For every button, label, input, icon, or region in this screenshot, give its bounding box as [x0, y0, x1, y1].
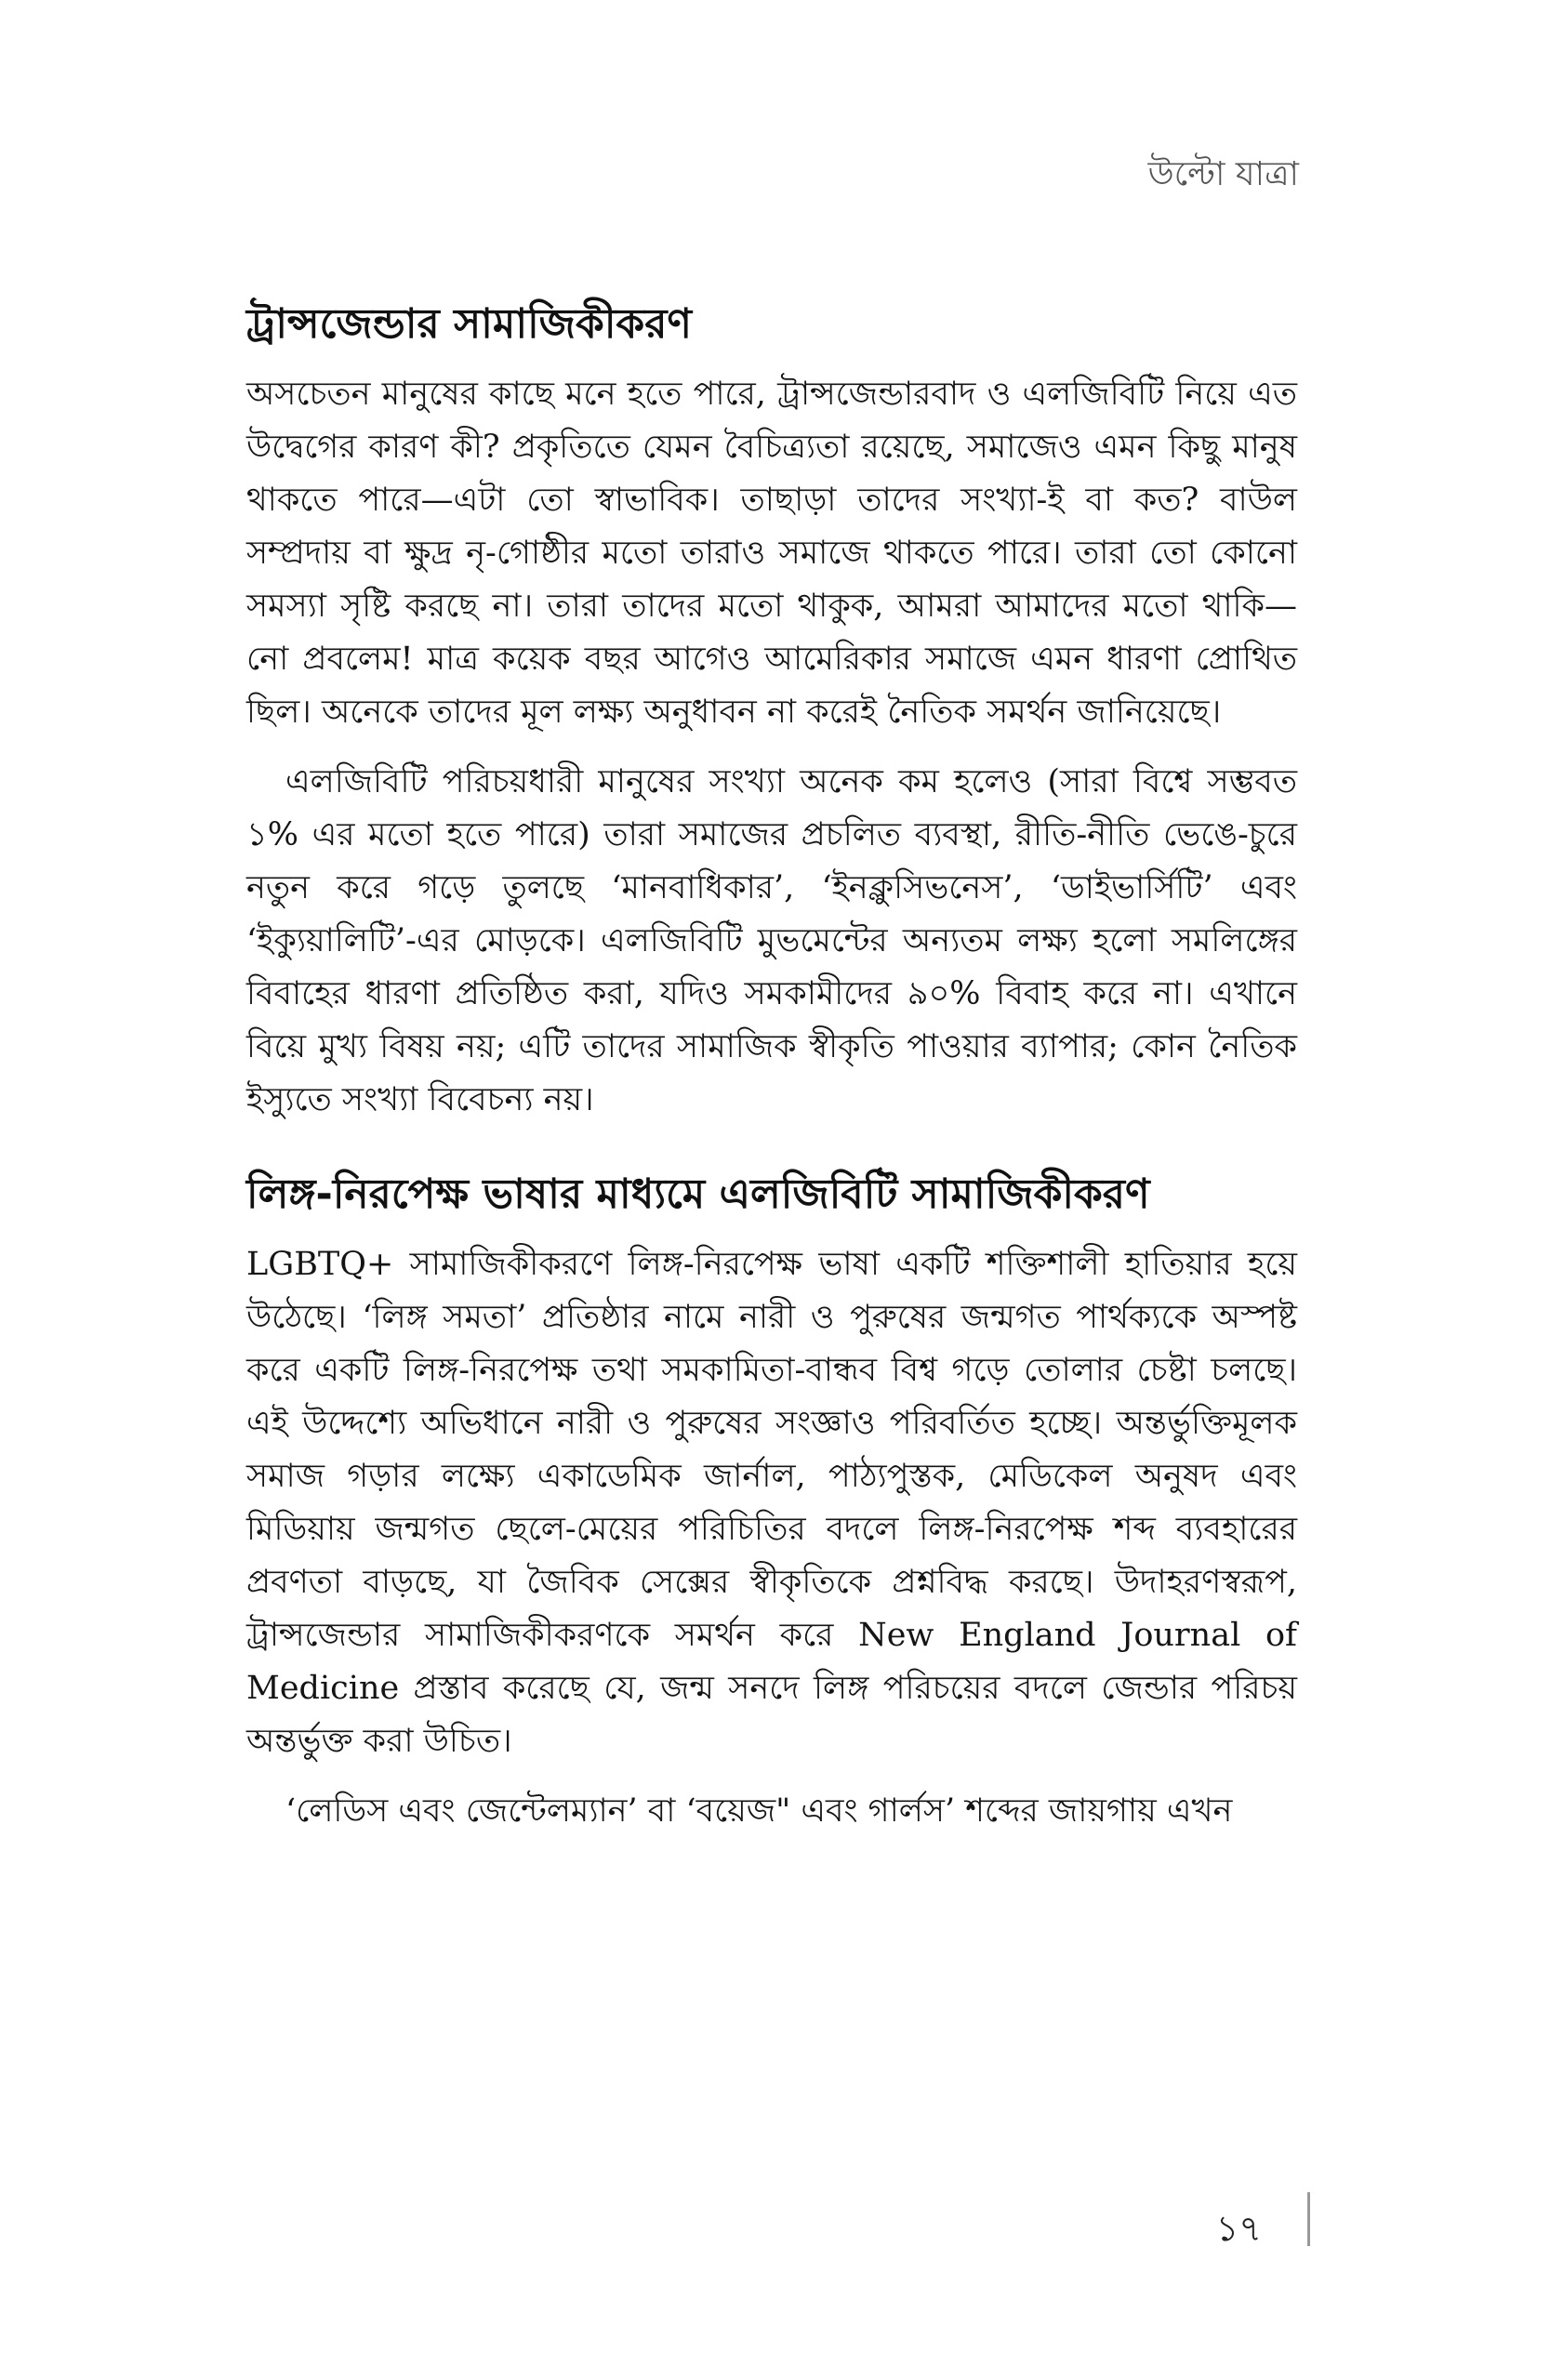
page-number: ১৭: [1215, 2208, 1262, 2249]
page-body: [246, 298, 1297, 1838]
section-heading-transgender-socialization: ট্রান্সজেন্ডার সামাজিকীকরণ: [246, 300, 693, 348]
body-paragraph: LGBTQ+ সামাজিকীকরণে লিঙ্গ-নিরপেক্ষ ভাষা একটি শক্তিশালী হাতিয়ার হয়ে উঠেছে। ‘লিঙ্গ সমতা’ প্রতিষ্ঠার নামে নারী ও পুরুষের জন্মগত পার্থক্যকে অস্পষ্ট করে একটি লিঙ্গ-নিরপেক্ষ তথা সমকামিতা-বান্ধব বিশ্ব গড়ে তোলার চেষ্টা চলছে। এই উদ্দেশ্যে অভিধানে নারী ও পুরুষের সংজ্ঞাও পরিবর্তিত হচ্ছে। অন্তর্ভুক্তিমূলক সমাজ গড়ার লক্ষ্যে একাডেমিক জার্নাল, পাঠ্যপুস্তক, মেডিকেল অনুষদ এবং মিডিয়ায় জন্মগত ছেলে-মেয়ের পরিচিতির বদলে লিঙ্গ-নিরপেক্ষ শব্দ ব্যবহারের প্রবণতা বাড়ছে, যা জৈবিক সেক্সের স্বীকৃতিকে প্রশ্নবিদ্ধ করছে। উদাহরণস্বরূপ, ট্রান্সজেন্ডার সামাজিকীকরণকে সমর্থন করে New England Journal of Medicine প্রস্তাব করেছে যে, জন্ম সনদে লিঙ্গ পরিচয়ের বদলে জেন্ডার পরিচয় অন্তর্ভুক্ত করা উচিত।: [246, 1246, 1297, 1760]
body-paragraph: এলজিবিটি পরিচয়ধারী মানুষের সংখ্যা অনেক কম হলেও (সারা বিশ্বে সম্ভবত ১% এর মতো হতে পারে) তারা সমাজের প্রচলিত ব্যবস্থা, রীতি-নীতি ভেঙে-চুরে নতুন করে গড়ে তুলছে ‘মানবাধিকার’, ‘ইনক্লুসিভনেস’, ‘ডাইভার্সিটি’ এবং ‘ইক্যুয়ালিটি’-এর মোড়কে। এলজিবিটি মুভমেন্টের অন্যতম লক্ষ্য হলো সমলিঙ্গের বিবাহের ধারণা প্রতিষ্ঠিত করা, যদিও সমকামীদের ৯০% বিবাহ করে না। এখানে বিয়ে মুখ্য বিষয় নয়; এটি তাদের সামাজিক স্বীকৃতি পাওয়ার ব্যাপার; কোন নৈতিক ইস্যুতে সংখ্যা বিবেচন্য নয়।: [246, 763, 1297, 1118]
section-heading-gender-neutral-language: লিঙ্গ-নিরপেক্ষ ভাষার মাধ্যমে এলজিবিটি সামাজিকীকরণ: [246, 1170, 1150, 1218]
page-number-rule: [1307, 2192, 1310, 2246]
running-title: উল্টো যাত্রা: [1147, 155, 1299, 193]
body-paragraph: অসচেতন মানুষের কাছে মনে হতে পারে, ট্রান্সজেন্ডারবাদ ও এলজিবিটি নিয়ে এত উদ্বেগের কারণ কী? প্রকৃতিতে যেমন বৈচিত্র্যতা রয়েছে, সমাজেও এমন কিছু মানুষ থাকতে পারে—এটা তো স্বাভাবিক। তাছাড়া তাদের সংখ্যা-ই বা কত? বাউল সম্প্রদায় বা ক্ষুদ্র নৃ-গোষ্ঠীর মতো তারাও সমাজে থাকতে পারে। তারা তো কোনো সমস্যা সৃষ্টি করছে না। তারা তাদের মতো থাকুক, আমরা আমাদের মতো থাকি—নো প্রবলেম! মাত্র কয়েক বছর আগেও আমেরিকার সমাজে এমন ধারণা প্রোথিত ছিল। অনেকে তাদের মূল লক্ষ্য অনুধাবন না করেই নৈতিক সমর্থন জানিয়েছে।: [246, 376, 1297, 731]
body-paragraph: ‘লেডিস এবং জেন্টেলম্যান’ বা ‘বয়েজ" এবং গার্লস’ শব্দের জায়গায় এখন: [285, 1792, 1233, 1830]
